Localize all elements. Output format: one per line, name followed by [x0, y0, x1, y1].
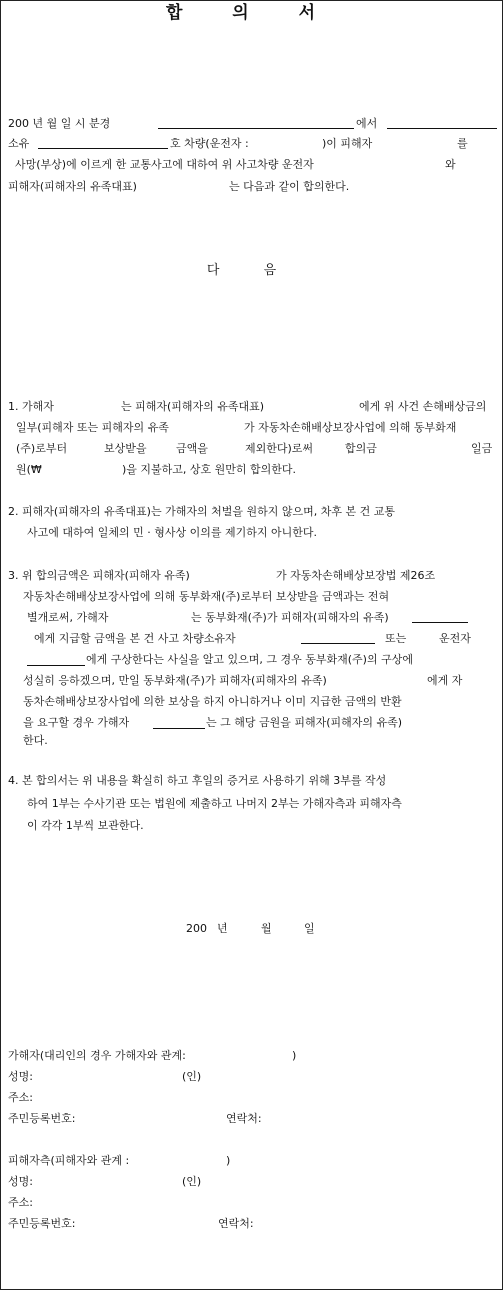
- item3-line8-a: 을 요구할 경우 가해자: [23, 716, 130, 729]
- victim-header-close: ): [226, 1154, 231, 1167]
- intro-owner-label: 소유: [8, 137, 30, 150]
- intro-victim-label: )이 피해자: [322, 137, 373, 150]
- section-heading: 다 음: [206, 263, 297, 278]
- item3-line5: 에게 구상한다는 사실을 알고 있으며, 그 경우 동부화재(주)의 구상에: [86, 653, 413, 666]
- date-month-label: 월: [261, 922, 272, 935]
- location-blank[interactable]: [158, 128, 354, 129]
- victim-id-label: 주민등록번호:: [8, 1217, 76, 1230]
- item1-line3-b: 보상받을: [104, 442, 147, 455]
- item3-line1-b: 가 자동차손해배상보장법 제26조: [276, 569, 436, 582]
- item3-line2: 자동차손해배상보장사업에 의해 동부화재(주)로부터 보상받을 금액과는 전혀: [23, 590, 390, 603]
- item3-line7: 동차손해배상보장사업에 의한 보상을 하지 아니하거나 이미 지급한 금액의 반환: [23, 695, 402, 708]
- item4-line2: 하여 1부는 수사기관 또는 법원에 제출하고 나머지 2부는 가해자측과 피해자측: [27, 797, 402, 810]
- offender-header-close: ): [292, 1049, 297, 1062]
- intro-and-particle: 와: [445, 158, 456, 171]
- item1-line2-b: 가 자동차손해배상보장사업에 의해 동부화재: [244, 421, 457, 434]
- item3-line4-c: 운전자: [439, 632, 471, 645]
- item3-line8-b: 는 그 해당 금원을 피해자(피해자의 유족): [206, 716, 403, 729]
- owner-blank[interactable]: [387, 128, 497, 129]
- intro-agreement-statement: 는 다음과 같이 합의한다.: [229, 180, 350, 193]
- offender-seal: (인): [182, 1070, 202, 1083]
- victim-header: 피해자측(피해자와 관계 :: [8, 1154, 130, 1167]
- item4-line1: 4. 본 합의서는 위 내용을 확실히 하고 후일의 증거로 사용하기 위해 3부를 작성: [8, 774, 387, 787]
- offender-id-label: 주민등록번호:: [8, 1112, 76, 1125]
- offender-header: 가해자(대리인의 경우 가해자와 관계:: [8, 1049, 186, 1062]
- victim-seal: (인): [182, 1175, 202, 1188]
- intro-location-suffix: 에서: [356, 117, 378, 130]
- intro-object-particle: 를: [457, 137, 468, 150]
- item3-line6-b: 에게 자: [427, 674, 463, 687]
- item1-line4-a: 원(₩: [16, 463, 42, 476]
- item1-line4-b: )을 지불하고, 상호 원만히 합의한다.: [122, 463, 297, 476]
- date-year-label: 년: [217, 922, 228, 935]
- offender-contact-label: 연락처:: [226, 1112, 262, 1125]
- vehicle-number-blank[interactable]: [38, 148, 168, 149]
- item2-line1: 2. 피해자(피해자의 유족대표)는 가해자의 처벌을 원하지 않으며, 차후 본 건 교통: [8, 505, 395, 518]
- date-day-label: 일: [304, 922, 315, 935]
- owner-name-blank[interactable]: [301, 643, 375, 644]
- intro-date-time: 200 년 월 일 시 분경: [8, 117, 111, 130]
- date-year-prefix: 200: [186, 922, 207, 935]
- item1-line3-f: 일금: [471, 442, 493, 455]
- item1-line3-e: 합의금: [345, 442, 377, 455]
- offender-address-label: 주소:: [8, 1091, 33, 1104]
- item3-line4-b: 또는: [385, 632, 407, 645]
- victim-address-label: 주소:: [8, 1196, 33, 1209]
- item1-line3-d: 제외한다)로써: [245, 442, 314, 455]
- item3-line3-b: 는 동부화재(주)가 피해자(피해자의 유족): [191, 611, 389, 624]
- item3-line6-a: 성실히 응하겠으며, 만일 동부화재(주)가 피해자(피해자의 유족): [23, 674, 327, 687]
- item3-line1-a: 3. 위 합의금액은 피해자(피해자 유족): [8, 569, 190, 582]
- offender-name-label: 성명:: [8, 1070, 33, 1083]
- item2-line2: 사고에 대하여 일체의 민 · 형사상 이의를 제기하지 아니한다.: [27, 526, 317, 539]
- victim-blank[interactable]: [412, 622, 468, 623]
- item1-line1-c: 에게 위 사건 손해배상금의: [359, 400, 487, 413]
- item4-line3: 이 각각 1부씩 보관한다.: [27, 819, 144, 832]
- item3-line3-a: 별개로써, 가해자: [27, 611, 109, 624]
- item1-line2-a: 일부(피해자 또는 피해자의 유족: [16, 421, 169, 434]
- intro-accident-desc: 사망(부상)에 이르게 한 교통사고에 대하여 위 사고차량 운전자: [15, 158, 314, 171]
- item3-line4-a: 에게 지급할 금액을 본 건 사고 차량소유자: [34, 632, 236, 645]
- driver-name-blank[interactable]: [27, 665, 85, 666]
- intro-victim-rep: 피해자(피해자의 유족대표): [8, 180, 137, 193]
- document-title: 합 의 서: [165, 3, 338, 23]
- item1-line1-b: 는 피해자(피해자의 유족대표): [121, 400, 265, 413]
- intro-vehicle-driver: 호 차량(운전자 :: [170, 137, 249, 150]
- item1-line3-c: 금액을: [176, 442, 208, 455]
- item3-line9: 한다.: [23, 734, 48, 747]
- victim-name-label: 성명:: [8, 1175, 33, 1188]
- offender-blank[interactable]: [153, 728, 205, 729]
- item1-line3-a: (주)로부터: [16, 442, 68, 455]
- item1-line1-a: 1. 가해자: [8, 400, 54, 413]
- victim-contact-label: 연락처:: [218, 1217, 254, 1230]
